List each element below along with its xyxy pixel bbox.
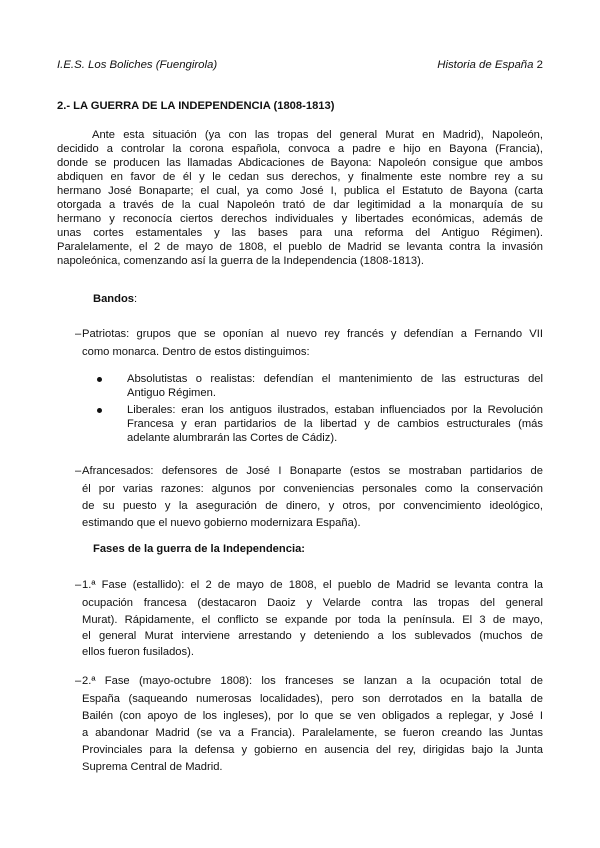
patriotas-line: Patriotas: grupos que se oponían al nuevo rey francés y defendían a Fernando VII: [82, 328, 543, 340]
patriotas-sublist: [57, 372, 543, 445]
afrancesados-line: Afrancesados: defensores de José I Bonaparte (estos se mostraban partidarios de: [82, 465, 543, 477]
dash-bullet: –: [75, 465, 82, 477]
fase2-line: Suprema Central de Madrid.: [82, 761, 223, 773]
school-name: I.E.S. Los Boliches (Fuengirola): [57, 59, 218, 71]
liberales-line: adelante alumbrarán las Cortes de Cádiz).: [127, 432, 338, 444]
fase1-line: ocupación francesa (destacaron Daoiz y Velarde contra las tropas del general: [82, 597, 543, 609]
section-title: 2.- LA GUERRA DE LA INDEPENDENCIA (1808-1813): [57, 100, 335, 112]
fase2-line: España (saqueando numerosas localidades), pero son derrotados en la batalla de: [82, 693, 543, 705]
fase2-line: Bailén (con apoyo de los ingleses), por lo que se ven obligados a replegar, y José I: [82, 710, 543, 722]
fase1-line: 1.ª Fase (estallido): el 2 de mayo de 1808, el pueblo de Madrid se levanta contra la: [82, 579, 543, 591]
intro-line: hermano José Bonaparte; el cual, ya como José I, publica el Estatuto de Bayona (carta: [57, 185, 543, 197]
intro-line: Paralelamente, el 2 de mayo de 1808, el pueblo de Madrid se levanta contra la invasión: [57, 241, 543, 253]
bandos-heading: [93, 292, 137, 306]
intro-line: napoleónica, comenzando así la guerra de la Independencia (1808-1813).: [57, 255, 424, 267]
liberales-line: Francesa y eran partidarios de la libertad y de cambios estructurales (más: [127, 418, 543, 430]
subject-and-page: [437, 58, 543, 72]
bandos-heading-colon: :: [134, 293, 138, 305]
intro-line: donde se producen las llamadas Abdicaciones de Bayona: Napoleón consigue que ambos: [57, 157, 543, 169]
subject-name: Historia de España: [437, 59, 534, 71]
intro-line: decidido a controlar la corona española, convoca a padre e hijo en Bayona (Francia),: [57, 143, 543, 155]
intro-paragraph: [57, 128, 543, 268]
absolutistas-line: Antiguo Régimen.: [127, 387, 216, 399]
page-number: 2: [536, 59, 543, 71]
fase2-line: a abandonar Madrid (se va a Francia). Paralelamente, se fueron creando las Juntas: [82, 727, 543, 739]
intro-line: otorgada a través de la cual Napoleón trató de dar legitimidad a la monarquía de su: [57, 199, 543, 211]
dash-bullet: –: [75, 579, 82, 591]
list-item-liberales: [57, 403, 543, 445]
bullet-dot: [97, 408, 102, 413]
list-item-absolutistas: [57, 372, 543, 400]
absolutistas-line: Absolutistas o realistas: defendían el mantenimiento de las estructuras del: [127, 373, 543, 385]
dash-bullet: –: [75, 675, 82, 687]
intro-line: unas cortes estamentales y las bases para una reforma del Antiguo Régimen).: [57, 227, 543, 239]
intro-line: Ante esta situación (ya con las tropas del general Murat en Madrid), Napoleón,: [92, 129, 543, 141]
fase1-line: el general Murat interviene arrestando y deteniendo a los sublevados (muchos de: [82, 630, 543, 642]
bandos-heading-text: Bandos: [93, 293, 135, 305]
fase1-line: ellos fueron fusilados).: [82, 646, 194, 658]
intro-line: abdiquen en favor de él y le cedan sus derechos, y finalmente este nombre rey a su: [57, 171, 543, 183]
afrancesados-line: de su puesto y la aseguración de dinero, y otros, por convencimiento ideológico,: [82, 500, 543, 512]
list-item-patriotas: [57, 325, 543, 359]
fase2-line: Provinciales para la defensa y gobierno en ausencia del rey, dirigidas bajo la Junta: [82, 744, 543, 756]
intro-line: hermano y reconocía ciertos derechos individuales y libertades económicas, además de: [57, 213, 543, 225]
bullet-dot: [97, 377, 102, 382]
afrancesados-line: él por varias razones: algunos por conveniencias personales como la conservación: [82, 483, 543, 495]
fase2-line: 2.ª Fase (mayo-octubre 1808): los franceses se lanzan a la ocupación total de: [82, 675, 543, 687]
afrancesados-line: estimando que el nuevo gobierno modernizara España).: [82, 517, 361, 529]
dash-bullet: –: [75, 328, 82, 340]
patriotas-line: como monarca. Dentro de estos distinguimos:: [82, 346, 310, 358]
page-header: [57, 58, 543, 72]
fases-heading: Fases de la guerra de la Independencia:: [93, 543, 306, 555]
fase1-line: Murat). Rápidamente, el conflicto se expande por toda la península. El 3 de mayo,: [82, 614, 543, 626]
liberales-line: Liberales: eran los antiguos ilustrados, estaban influenciados por la Revolución: [127, 404, 543, 416]
